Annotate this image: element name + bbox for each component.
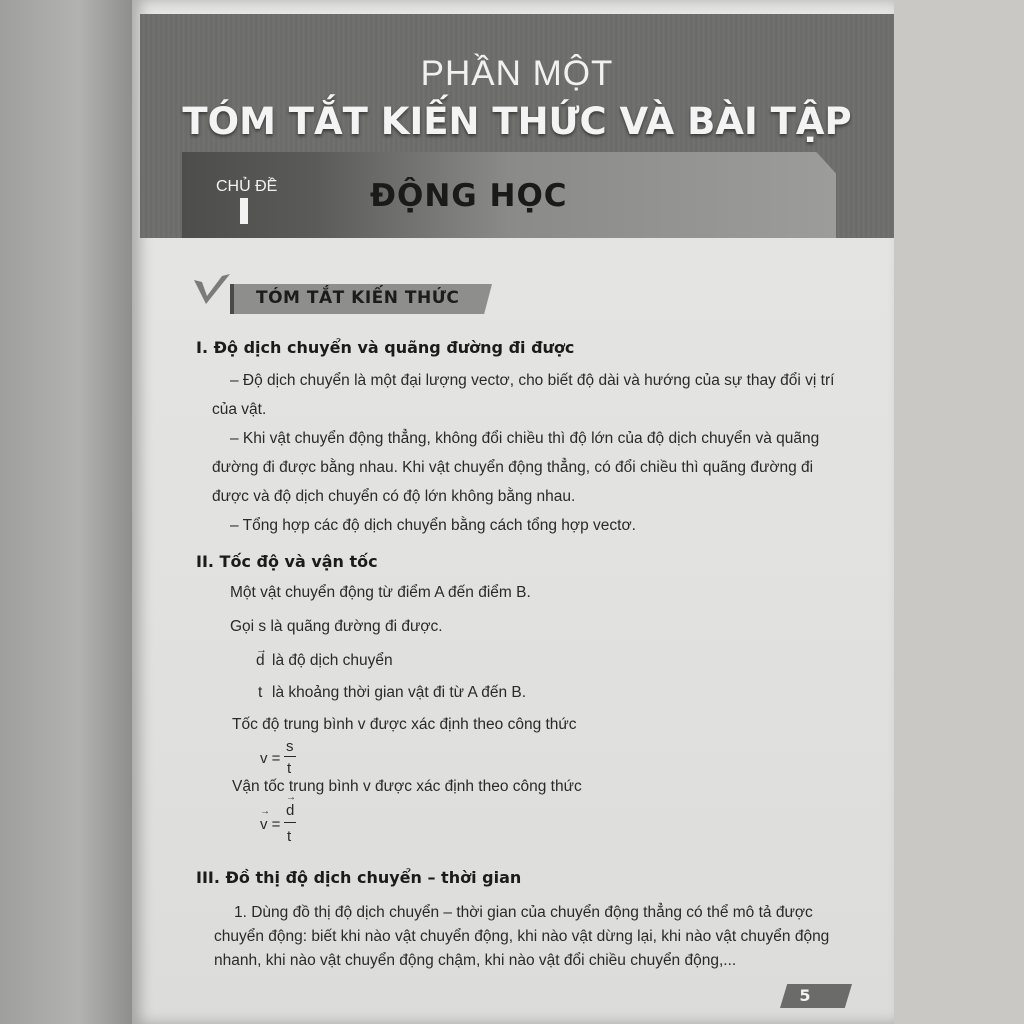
main-title: TÓM TẮT KIẾN THỨC VÀ BÀI TẬP	[182, 100, 852, 143]
section-2-line-2: Gọi s là quãng đường đi được.	[230, 618, 443, 635]
page-number-tab	[780, 984, 852, 1008]
section-1-heading: I. Độ dịch chuyển và quãng đường đi được	[196, 338, 575, 357]
summary-label: TÓM TẮT KIẾN THỨC	[256, 288, 460, 308]
section-1-paragraph-2-line-2: đường đi được bằng nhau. Khi vật chuyển động thẳng, có đổi chiều thì quãng đường đi	[212, 459, 814, 476]
vector-d-symbol: → d	[256, 644, 267, 669]
book-page	[132, 0, 894, 1024]
section-2-line-4: là khoảng thời gian vật đi từ A đến B.	[272, 684, 527, 701]
section-3-line-3: nhanh, khi nào vật chuyển động chậm, khi nào vật đổi chiều chuyển động,...	[214, 952, 737, 969]
speed-formula-numerator: s	[286, 738, 294, 755]
topic-label: CHỦ ĐỀ	[216, 178, 278, 195]
velocity-formula-lhs: → v =	[260, 806, 281, 833]
part-title: PHẦN MỘT	[420, 54, 614, 93]
section-2-line-3: là độ dịch chuyển	[272, 652, 393, 669]
time-symbol: t	[258, 684, 263, 701]
section-1-paragraph-1-line-2: của vật.	[212, 401, 267, 418]
velocity-formula-numerator: → d	[286, 792, 296, 819]
check-icon	[192, 270, 232, 310]
section-1-paragraph-1-line-1: – Độ dịch chuyển là một đại lượng vectơ, cho biết độ dài và hướng của sự thay đổi vị trí	[230, 372, 835, 389]
velocity-formula-denominator: t	[287, 828, 292, 845]
section-2-line-6: Vận tốc trung bình v được xác định theo công thức	[232, 778, 582, 795]
speed-formula-denominator: t	[287, 760, 292, 777]
topic-number-bar	[240, 198, 248, 224]
section-1-paragraph-2-line-1: – Khi vật chuyển động thẳng, không đổi chiều thì độ lớn của độ dịch chuyển và quãng	[230, 430, 820, 447]
section-2-line-5: Tốc độ trung bình v được xác định theo công thức	[232, 716, 577, 733]
section-3-line-1: 1. Dùng đồ thị độ dịch chuyển – thời gian của chuyển động thẳng có thể mô tả được	[234, 904, 813, 921]
section-1-paragraph-2-line-3: được và độ dịch chuyển có độ lớn không bằng nhau.	[212, 488, 576, 505]
page-number: 5	[799, 986, 811, 1005]
background-surface	[893, 0, 1024, 1024]
section-2-line-1: Một vật chuyển động từ điểm A đến điểm B.	[230, 584, 531, 601]
speed-formula-lhs: v =	[260, 750, 281, 767]
section-3-line-2: chuyển động: biết khi nào vật chuyển động, khi nào vật dừng lại, khi nào vật chuyển động	[214, 928, 830, 945]
section-1-paragraph-3: – Tổng hợp các độ dịch chuyển bằng cách tổng hợp vectơ.	[230, 517, 636, 534]
section-3-heading: III. Đồ thị độ dịch chuyển – thời gian	[196, 868, 522, 887]
section-2-heading: II. Tốc độ và vận tốc	[196, 552, 378, 571]
topic-title: ĐỘNG HỌC	[370, 178, 568, 214]
book-spine-shadow	[0, 0, 132, 1024]
